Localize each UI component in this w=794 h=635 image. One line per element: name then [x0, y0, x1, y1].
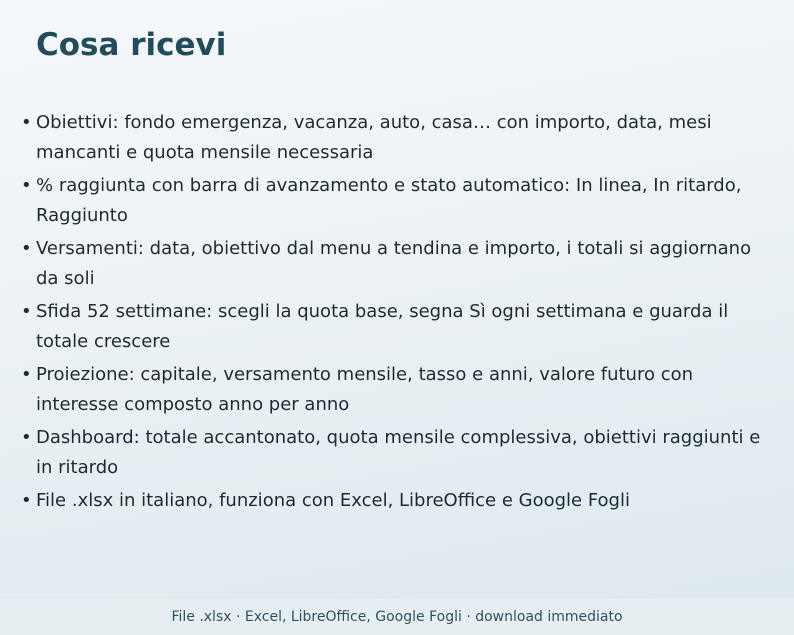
- list-item-text: File .xlsx in italiano, funziona con Excel, LibreOffice e Google Fogli: [36, 490, 630, 511]
- bullet-icon: •: [21, 427, 32, 448]
- list-item-text: Versamenti: data, obiettivo dal menu a tendina e importo, i totali si aggiornano da soli: [36, 238, 752, 289]
- list-item-text: Dashboard: totale accantonato, quota mensile complessiva, obiettivi raggiunti e in ritardo: [36, 427, 761, 478]
- list-item-projection: [21, 360, 774, 420]
- list-item-text: Proiezione: capitale, versamento mensile, tasso e anni, valore futuro con interesse composto anno per anno: [36, 364, 694, 415]
- bullet-icon: •: [21, 301, 32, 322]
- list-item-goals: [21, 108, 774, 168]
- list-item-text: Obiettivi: fondo emergenza, vacanza, auto, casa… con importo, data, mesi mancanti e quota mensile necessaria: [36, 112, 712, 163]
- list-item-progress: [21, 171, 774, 231]
- list-item-text: Sfida 52 settimane: scegli la quota base, segna Sì ogni settimana e guarda il totale crescere: [36, 301, 729, 352]
- list-item-dashboard: [21, 423, 774, 483]
- list-item-file: [21, 486, 774, 516]
- footer-bar: [0, 597, 794, 635]
- bullet-icon: •: [21, 175, 32, 196]
- bullet-icon: •: [21, 112, 32, 133]
- list-item-challenge: [21, 297, 774, 357]
- bullet-icon: •: [21, 490, 32, 511]
- bullet-icon: •: [21, 364, 32, 385]
- list-item-text: % raggiunta con barra di avanzamento e stato automatico: In linea, In ritardo, Raggiunto: [36, 175, 742, 226]
- bullet-icon: •: [21, 238, 32, 259]
- feature-list: [21, 108, 774, 516]
- footer-text: File .xlsx · Excel, LibreOffice, Google Fogli · download immediato: [171, 608, 623, 625]
- list-item-deposits: [21, 234, 774, 294]
- page-title: Cosa ricevi: [36, 27, 227, 63]
